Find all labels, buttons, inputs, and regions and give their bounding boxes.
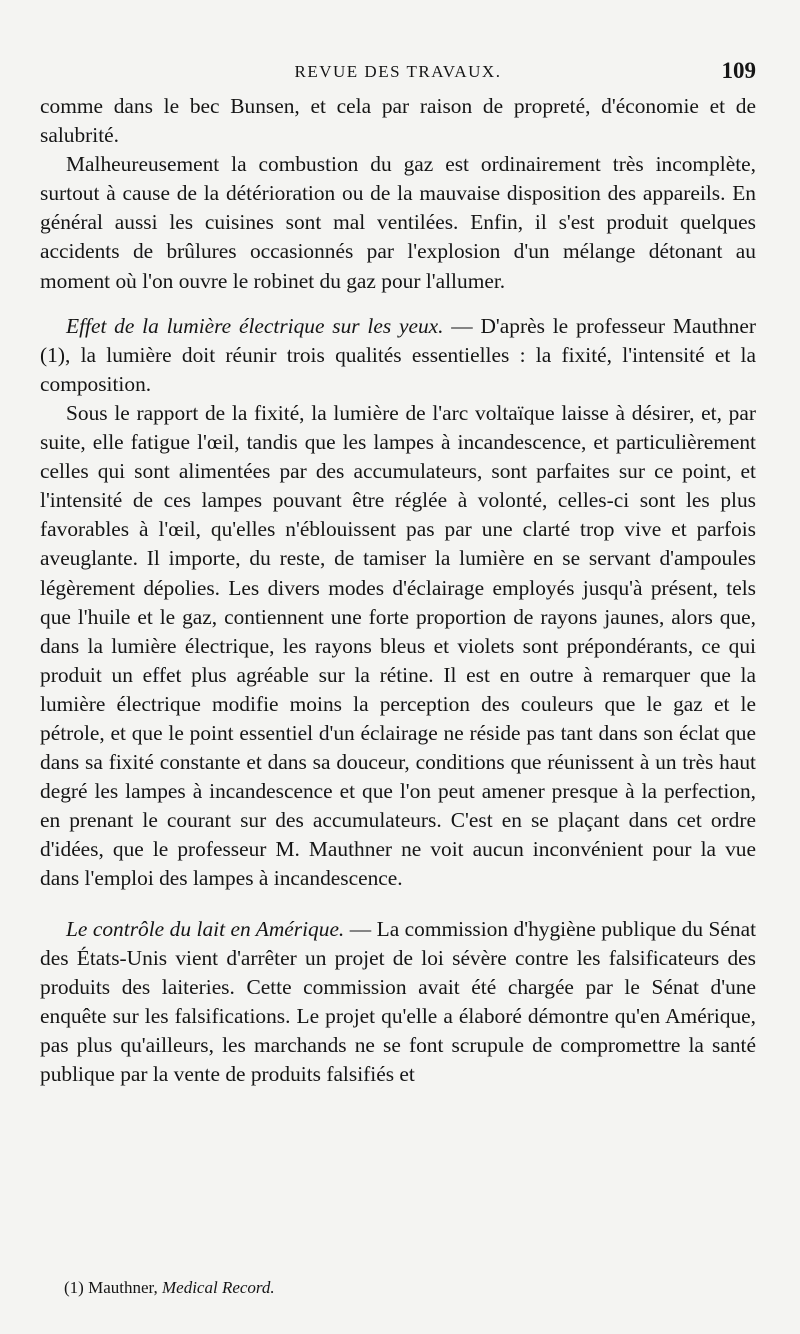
paragraph-electric-light-text: — D'après le professeur Mauthner (1), la lumière doit réunir trois qualités essentielles : la fixité, l'intensité et la composition. <box>40 313 756 396</box>
footnote-journal: Medical Record. <box>162 1278 275 1297</box>
footnote-mark: (1) <box>64 1278 84 1297</box>
section-title-electric-light: Effet de la lumière électrique sur les yeux. <box>66 313 444 338</box>
body-text <box>40 92 756 1089</box>
paragraph-continuation: comme dans le bec Bunsen, et cela par raison de propreté, d'économie et de salubrité. <box>40 94 756 148</box>
section-title-milk-control: Le contrôle du lait en Amérique. <box>66 916 345 941</box>
footnote <box>64 1278 275 1298</box>
running-title: REVUE DES TRAVAUX. <box>294 62 502 81</box>
paragraph-gas-combustion: Malheureusement la combustion du gaz est ordinairement très incomplète, surtout à cause de la détérioration ou de la mauvaise disposition des appareils. En général aussi les cuisines sont mal ventilées. Enfin, il s'est produit quelques accidents de brûlures occasionnés par l'explosion d'un mélange détonant au moment où l'on ouvre le robinet du gaz pour l'allumer. <box>40 152 756 293</box>
paragraph-milk-control-text: — La commission d'hygiène publique du Sénat des États-Unis vient d'arrêter un projet de loi sévère contre les falsificateurs des produits des laiteries. Cette commission avait été chargée par le Sénat d'une enquête sur les falsifications. Le projet qu'elle a élaboré démontre qu'en Amérique, pas plus qu'ailleurs, les marchands ne se font scrupule de compromettre la santé publique par la vente de produits falsifiés et <box>40 916 757 1086</box>
page-number: 109 <box>721 58 756 83</box>
paragraph-electric-light <box>40 312 756 399</box>
footnote-author: Mauthner, <box>83 1278 162 1297</box>
page-header <box>40 58 756 88</box>
paragraph-fixity: Sous le rapport de la fixité, la lumière de l'arc voltaïque laisse à désirer, et, par suite, elle fatigue l'œil, tandis que les lampes à incandescence, et particulièrement celles qui sont alimentées par des accumulateurs, sont parfaites sur ce point, et l'intensité de ces lampes pouvant être réglée à volonté, celles-ci sont les plus favorables à l'œil, qu'elles n'éblouissent pas par une clarté trop vive et parfois aveuglante. Il importe, du reste, de tamiser la lumière en se servant d'ampoules légèrement dépolies. Les divers modes d'éclairage employés jusqu'à présent, tels que l'huile et le gaz, contiennent une forte proportion de rayons jaunes, alors que, dans la lumière électrique, les rayons bleus et violets sont prépondérants, ce qui produit un effet plus agréable sur la rétine. Il est en outre à remarquer que la lumière électrique modifie moins la perception des couleurs que le gaz et le pétrole, et que le point essentiel d'un éclairage ne réside pas tant dans son éclat que dans sa fixité constante et dans sa douceur, conditions que réunissent à un très haut degré les lampes à incandescence et que l'on peut amener presque à la perfection, en prenant le courant sur des accumulateurs. C'est en se plaçant dans cet ordre d'idées, que le professeur M. Mauthner ne voit aucun inconvénient pour la vue dans l'emploi des lampes à incandescence. <box>40 400 756 891</box>
paragraph-milk-control <box>40 915 756 1090</box>
